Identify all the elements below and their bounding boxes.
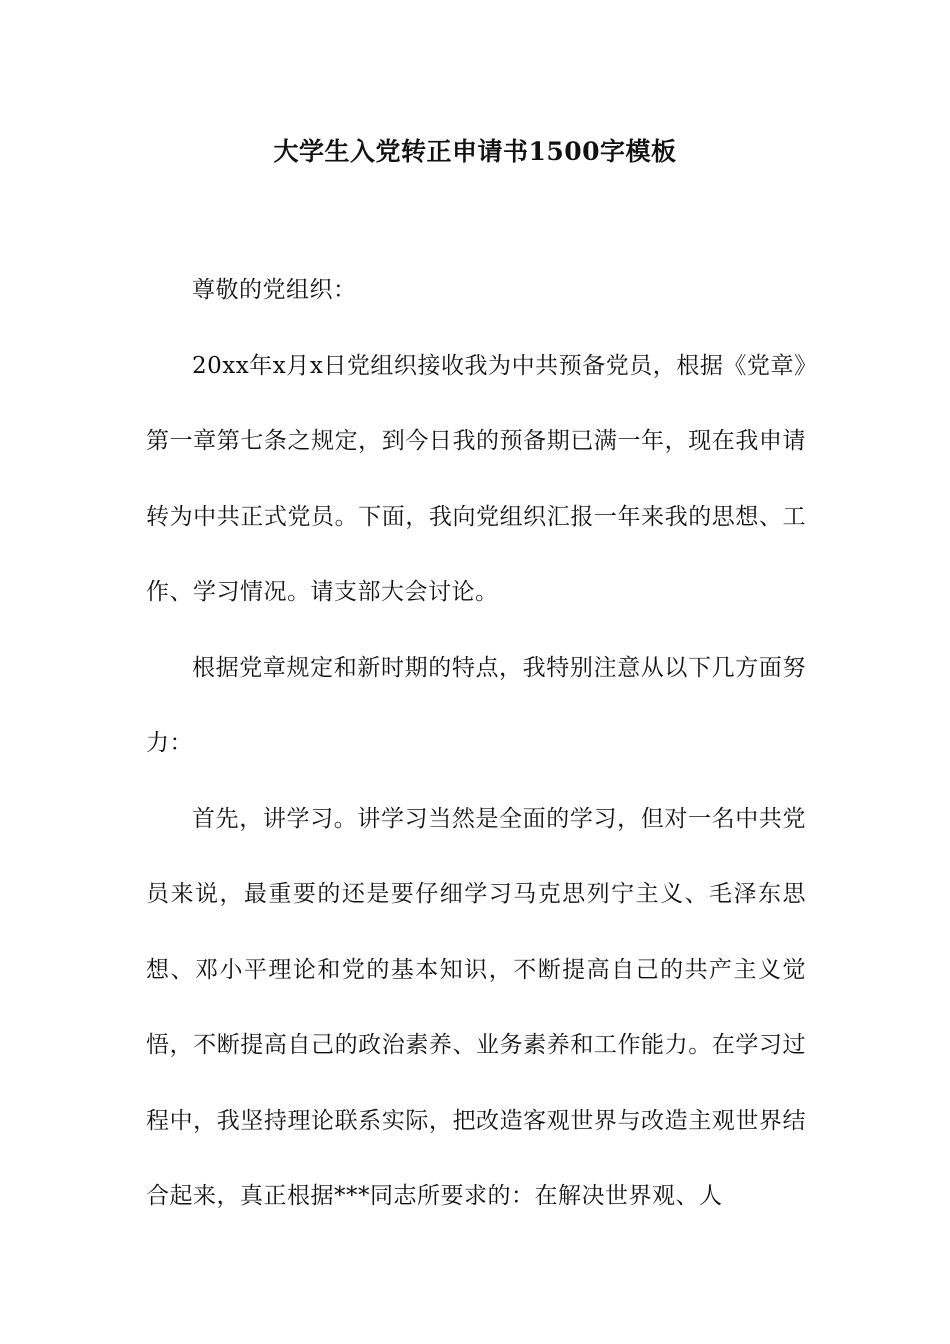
paragraph-efforts-intro: 根据党章规定和新时期的特点，我特别注意从以下几方面努力： xyxy=(146,654,806,756)
paragraph-study: 首先，讲学习。讲学习当然是全面的学习，但对一名中共党员来说，最重要的还是要仔细学习马克思列宁主义、毛泽东思想、邓小平理论和党的基本知识，不断提高自己的共产主义觉悟，不断提高自己的政治素养、业务素养和工作能力。在学习过程中，我坚持理论联系实际，把改造客观世界与改造主观世界结合起来，真正根据***同志所要求的：在解决世界观、人 xyxy=(146,805,806,1209)
salutation: 尊敬的党组织： xyxy=(192,277,357,303)
document-title: 大学生入党转正申请书1500字模板 xyxy=(273,137,677,166)
paragraph-transfer-request: 20xx年x月x日党组织接收我为中共预备党员，根据《党章》第一章第七条之规定，到今日我的预备期已满一年，现在我申请转为中共正式党员。下面，我向党组织汇报一年来我的思想、工作、学习情况。请支部大会讨论。 xyxy=(146,352,806,605)
document-body xyxy=(146,253,806,1235)
